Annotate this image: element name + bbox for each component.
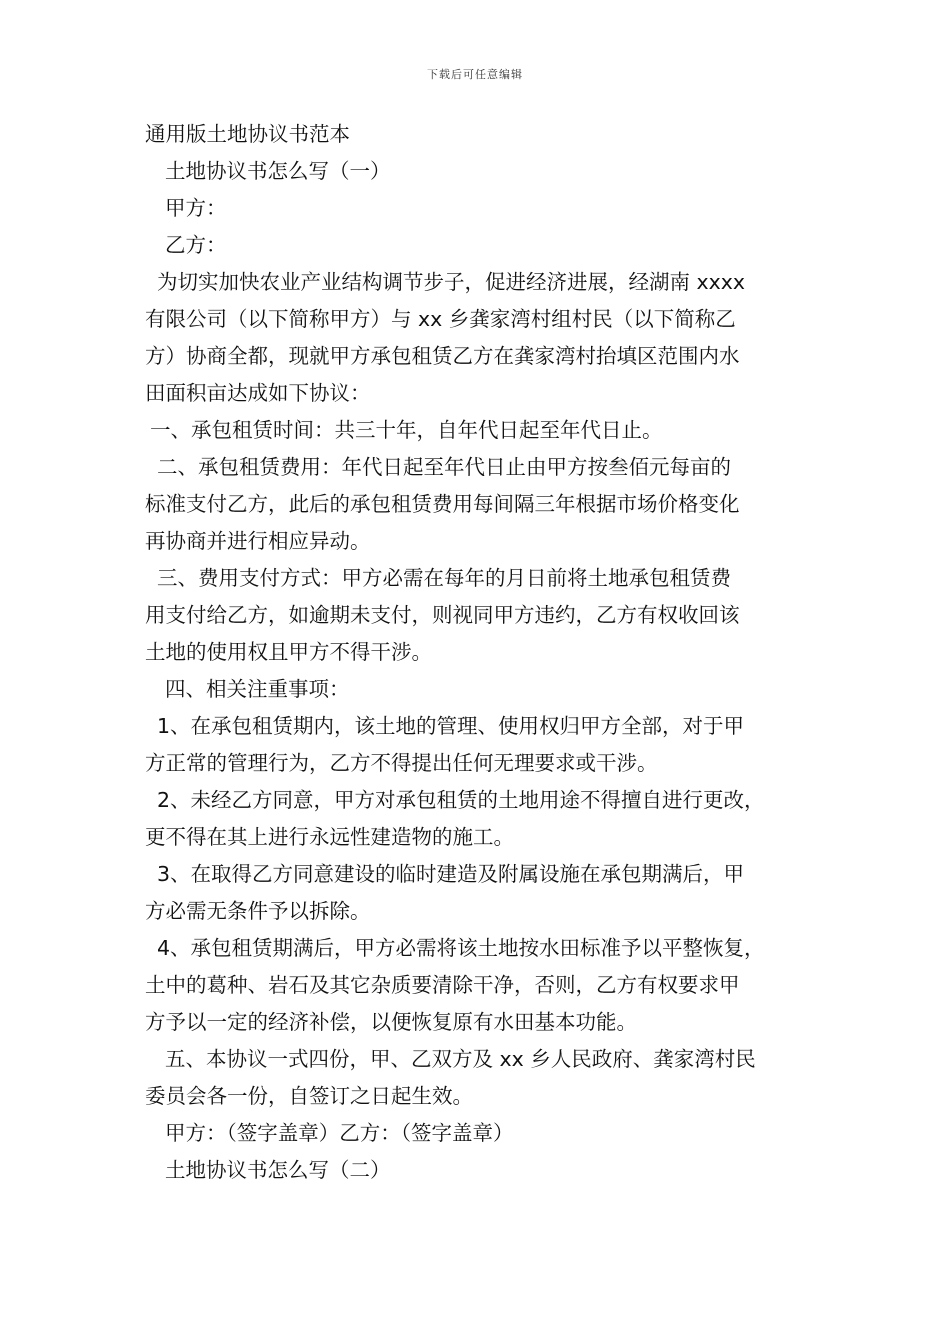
- paragraph-line: 一、承包租赁时间：共三十年，自年代日起至年代日止。: [150, 418, 663, 442]
- clause-4-heading: 四、相关注重事项：: [165, 677, 350, 701]
- clause-5: [145, 1041, 810, 1115]
- paragraph-line: 土地的使用权且甲方不得干涉。: [145, 640, 432, 664]
- paragraph-line: 4、承包租赁期满后，甲方必需将该土地按水田标准予以平整恢复，: [157, 936, 765, 960]
- paragraph-line: 2、未经乙方同意，甲方对承包租赁的土地用途不得擅自进行更改，: [157, 788, 765, 812]
- paragraph-line: 用支付给乙方，如逾期未支付，则视同甲方违约，乙方有权收回该: [145, 603, 740, 627]
- paragraph-line: 方正常的管理行为，乙方不得提出任何无理要求或干涉。: [145, 751, 658, 775]
- paragraph-line: 委员会各一份，自签订之日起生效。: [145, 1084, 473, 1108]
- intro-paragraph: [145, 264, 810, 412]
- paragraph-line: 标准支付乙方，此后的承包租赁费用每间隔三年根据市场价格变化: [145, 492, 740, 516]
- section-heading-1: 土地协议书怎么写（一）: [165, 159, 391, 183]
- paragraph-line: 田面积亩达成如下协议：: [145, 381, 371, 405]
- paragraph-line: 1、在承包租赁期内，该土地的管理、使用权归甲方全部，对于甲: [157, 714, 745, 738]
- signature-line: 甲方：（签字盖章）乙方：（签字盖章）: [165, 1121, 514, 1145]
- document-body: [145, 116, 810, 1189]
- paragraph-line: 方）协商全都，现就甲方承包租赁乙方在龚家湾村抬填区范围内水: [145, 344, 740, 368]
- clause-4-item-1: [145, 708, 810, 782]
- paragraph-line: 方必需无条件予以拆除。: [145, 899, 371, 923]
- paragraph-line: 有限公司（以下简称甲方）与 xx 乡龚家湾村组村民（以下简称乙: [145, 307, 736, 331]
- clause-1: [145, 412, 810, 449]
- paragraph-line: 方予以一定的经济补偿，以便恢复原有水田基本功能。: [145, 1010, 637, 1034]
- clause-4-item-2: [145, 782, 810, 856]
- party-b-label: 乙方：: [165, 233, 227, 257]
- header-note: 下载后可任意编辑: [427, 68, 523, 81]
- paragraph-line: 3、在取得乙方同意建设的临时建造及附属设施在承包期满后，甲: [157, 862, 745, 886]
- clause-4-item-4: [145, 930, 810, 1041]
- paragraph-line: 再协商并进行相应异动。: [145, 529, 371, 553]
- paragraph-line: 五、本协议一式四份，甲、乙双方及 xx 乡人民政府、龚家湾村民: [165, 1047, 756, 1071]
- paragraph-line: 为切实加快农业产业结构调节步子，促进经济进展，经湖南 xxxx: [157, 270, 746, 294]
- document-title: 通用版土地协议书范本: [145, 122, 350, 146]
- clause-4-item-3: [145, 856, 810, 930]
- paragraph-line: 土中的葛种、岩石及其它杂质要清除干净，否则，乙方有权要求甲: [145, 973, 740, 997]
- clause-3: [145, 560, 810, 671]
- party-a-label: 甲方：: [165, 196, 227, 220]
- clause-2: [145, 449, 810, 560]
- paragraph-line: 更不得在其上进行永远性建造物的施工。: [145, 825, 514, 849]
- section-heading-2: 土地协议书怎么写（二）: [165, 1158, 391, 1182]
- paragraph-line: 二、承包租赁费用：年代日起至年代日止由甲方按叁佰元每亩的: [157, 455, 731, 479]
- paragraph-line: 三、费用支付方式：甲方必需在每年的月日前将土地承包租赁费: [157, 566, 731, 590]
